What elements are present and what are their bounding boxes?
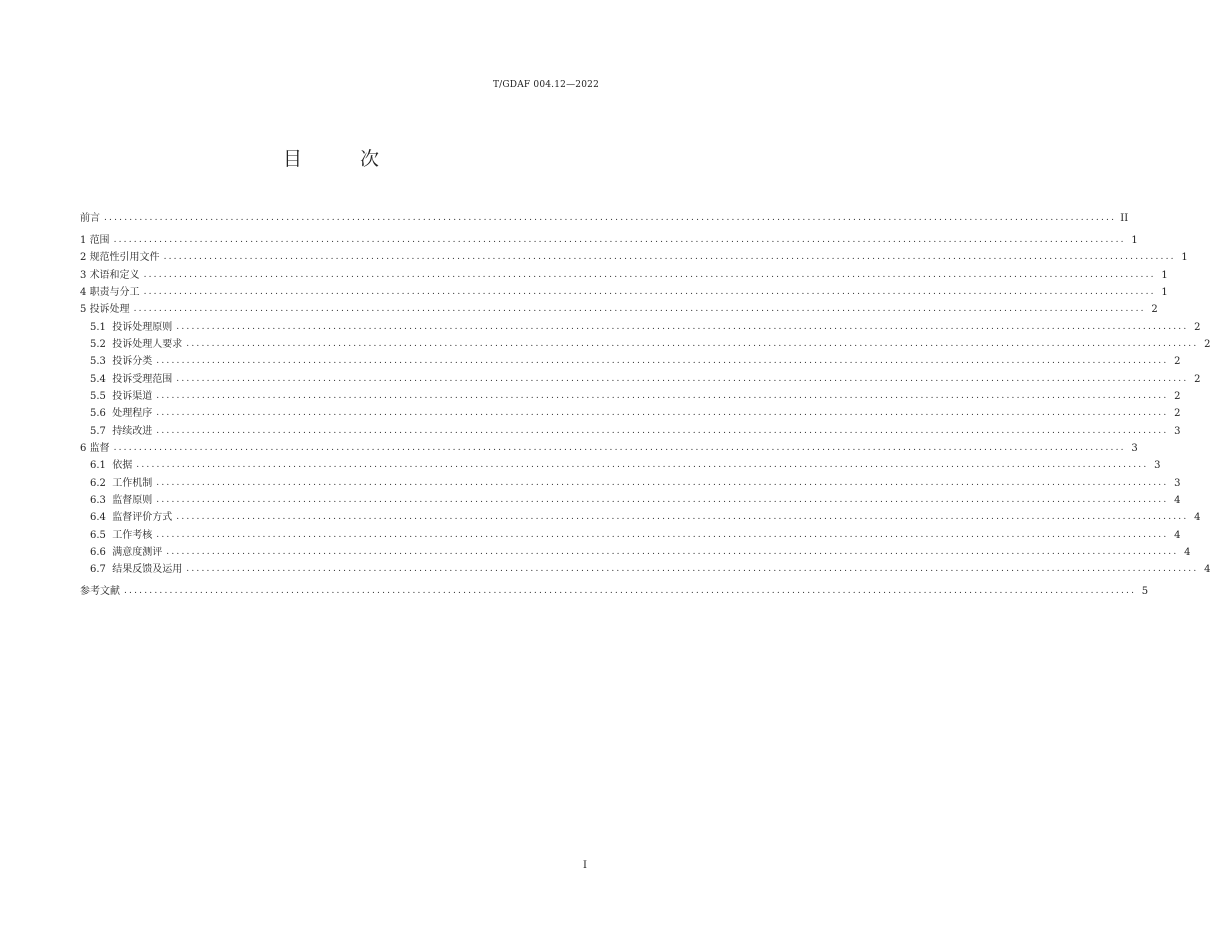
toc-entry[interactable] [80,267,1168,284]
toc-entry-label: 投诉处理原则 [112,321,173,333]
toc-leader-dots: ........................................................................................................................................................................................................ [143,286,1156,297]
toc-leader-dots: ........................................................................................................................................................................................................ [176,321,1189,332]
toc-entry-page: 4 [1184,547,1191,559]
toc-entry-page: 1 [1181,252,1188,264]
toc-entry-page: 2 [1194,321,1201,333]
toc-entry[interactable] [80,284,1168,301]
toc-leader-dots: ........................................................................................................................................................................................................ [156,356,1169,367]
toc-entry-number: 6.6 [90,547,106,559]
toc-leader-dots: ........................................................................................................................................................................................................ [143,269,1156,280]
toc-entry-number: 6.4 [90,512,106,524]
toc-entry[interactable] [80,544,1191,561]
toc-entry[interactable] [80,527,1181,544]
toc-entry-page: 3 [1154,460,1161,472]
toc-leader-dots: ........................................................................................................................................................................................................ [156,408,1169,419]
toc-entry-label: 参考文献 [80,586,120,598]
toc-entry-page: 1 [1131,234,1138,246]
toc-entry-number: 5.7 [90,425,106,437]
toc-entry-label: 依据 [112,460,133,472]
toc-entry-number: 5.2 [90,338,106,350]
toc-entry-number: 5.6 [90,408,106,420]
toc-entry-label: 持续改进 [112,425,153,437]
toc-entry[interactable] [80,405,1181,422]
toc-entry-number: 5.4 [90,373,106,385]
toc-entry-label: 结果反馈及运用 [112,564,183,576]
toc-entry-page: 5 [1141,586,1149,598]
toc-entry[interactable] [80,232,1138,249]
table-of-contents [80,210,1210,601]
toc-entry-page: 2 [1174,356,1181,368]
toc-leader-dots: ........................................................................................................................................................................................................ [156,477,1169,488]
toc-entry-number: 6.1 [90,460,106,472]
toc-entry-page: 3 [1131,442,1138,454]
toc-entry[interactable] [80,336,1210,353]
toc-leader-dots: ........................................................................................................................................................................................................ [113,234,1126,245]
toc-entry-label: 投诉分类 [112,356,153,368]
footer-page-number: I [583,860,587,871]
toc-entry-label: 监督评价方式 [112,512,173,524]
page-title: 目 次 [282,148,406,170]
toc-entry-label: 监督 [89,442,110,454]
toc-entry-number: 3 [80,269,87,281]
toc-entry-number: 5.3 [90,356,106,368]
toc-entry[interactable] [80,509,1201,526]
toc-entry-label: 监督原则 [112,495,153,506]
toc-entry[interactable] [80,210,1129,227]
toc-entry-page: 2 [1151,304,1158,316]
toc-entry-number: 1 [80,234,87,246]
toc-entry-number: 2 [80,252,87,264]
toc-leader-dots: ........................................................................................................................................................................................................ [156,529,1169,540]
toc-entry-label: 处理程序 [112,408,153,420]
toc-leader-dots: ........................................................................................................................................................................................................ [104,213,1117,223]
toc-entry-page: 3 [1174,425,1181,437]
document-code: T/GDAF 004.12—2022 [492,80,599,90]
toc-leader-dots: ........................................................................................................................................................................................................ [163,252,1176,263]
toc-leader-dots: ........................................................................................................................................................................................................ [136,460,1149,471]
toc-entry[interactable] [80,353,1181,370]
toc-leader-dots: ........................................................................................................................................................................................................ [156,390,1169,401]
toc-leader-dots: ........................................................................................................................................................................................................ [186,338,1199,349]
toc-entry-label: 投诉处理人要求 [112,338,183,350]
toc-leader-dots: ........................................................................................................................................................................................................ [156,425,1169,436]
toc-entry-page: 2 [1194,373,1201,385]
toc-entry[interactable] [80,371,1201,388]
toc-entry-page: 4 [1204,564,1210,576]
toc-entry-number: 6 [80,442,87,454]
toc-entry-page: 3 [1174,477,1181,489]
toc-leader-dots: ........................................................................................................................................................................................................ [124,586,1137,597]
toc-entry-page: 1 [1161,286,1168,298]
toc-entry[interactable] [80,423,1181,440]
toc-leader-dots: ........................................................................................................................................................................................................ [176,512,1189,523]
toc-entry[interactable] [80,492,1181,509]
toc-entry[interactable] [80,583,1149,600]
toc-entry[interactable] [80,475,1181,492]
toc-leader-dots: ........................................................................................................................................................................................................ [186,564,1199,575]
toc-entry-label: 投诉受理范围 [112,373,173,385]
toc-entry-number: 6.3 [90,495,106,506]
toc-entry-page: 2 [1204,338,1210,350]
toc-entry-page: II [1120,213,1129,224]
toc-leader-dots: ........................................................................................................................................................................................................ [133,304,1146,315]
toc-entry-number: 6.7 [90,564,106,576]
toc-entry-number: 4 [80,286,87,298]
toc-entry[interactable] [80,319,1201,336]
toc-entry[interactable] [80,249,1188,266]
toc-entry-page: 4 [1194,512,1201,524]
toc-entry-number: 6.2 [90,477,106,489]
toc-entry-number: 5 [80,304,87,316]
toc-entry-label: 职责与分工 [89,286,140,298]
toc-entry-page: 4 [1174,529,1181,541]
toc-leader-dots: ........................................................................................................................................................................................................ [113,442,1126,453]
toc-entry-label: 术语和定义 [89,269,140,281]
toc-entry-label: 投诉渠道 [112,390,153,402]
toc-entry[interactable] [80,561,1210,578]
toc-entry-page: 1 [1161,269,1168,281]
toc-entry-label: 前言 [80,213,100,224]
toc-leader-dots: ........................................................................................................................................................................................................ [166,547,1179,558]
toc-entry[interactable] [80,440,1138,457]
toc-entry-label: 满意度测评 [112,547,163,559]
toc-entry-number: 5.1 [90,321,106,333]
toc-leader-dots: ........................................................................................................................................................................................................ [156,495,1169,505]
toc-entry-label: 规范性引用文件 [89,252,160,264]
toc-entry[interactable] [80,301,1158,318]
toc-entry[interactable] [80,457,1161,474]
toc-entry-label: 工作考核 [112,529,153,541]
toc-entry-label: 投诉处理 [89,304,130,316]
toc-entry-number: 5.5 [90,390,106,402]
toc-entry-page: 2 [1174,408,1181,420]
toc-entry-page: 4 [1174,495,1181,506]
toc-entry-page: 2 [1174,390,1181,402]
toc-entry-label: 范围 [89,234,110,246]
toc-entry-number: 6.5 [90,529,106,541]
toc-leader-dots: ........................................................................................................................................................................................................ [176,373,1189,384]
toc-entry-label: 工作机制 [112,477,153,489]
toc-entry[interactable] [80,388,1181,405]
